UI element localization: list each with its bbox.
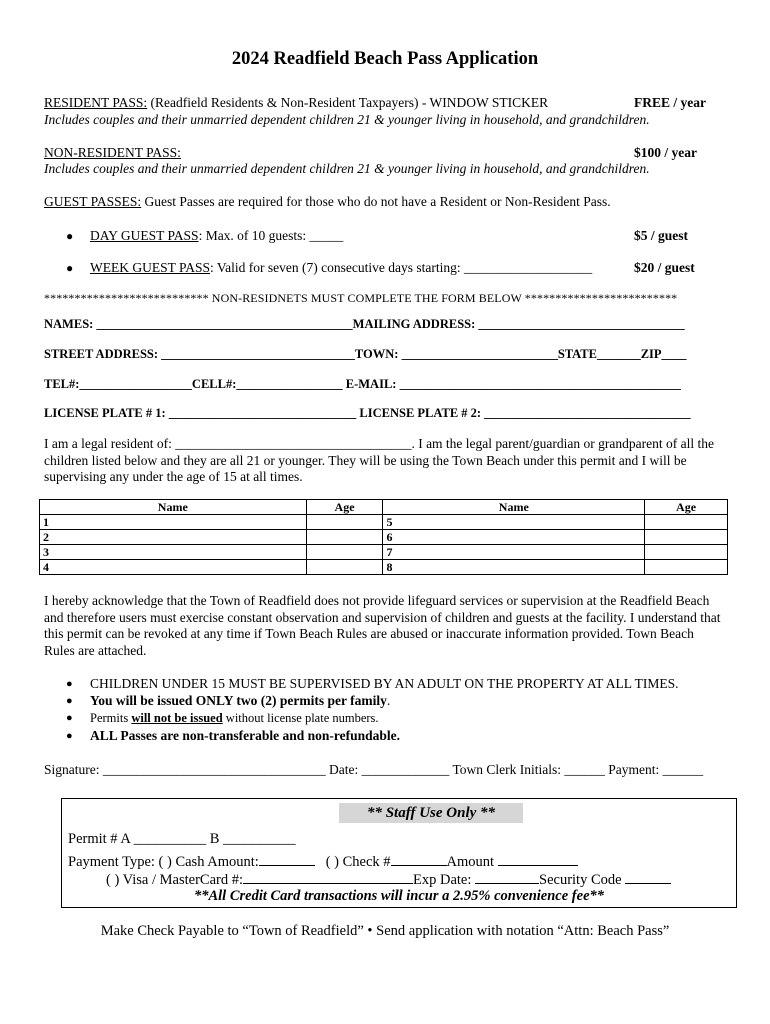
staff-use-box <box>61 798 737 908</box>
rule-license-plate-pre: Permits <box>90 711 132 725</box>
child-name-cell[interactable]: 5 <box>383 515 645 530</box>
day-guest-pass-label: DAY GUEST PASS <box>90 228 199 243</box>
bullet-icon: ● <box>66 678 73 690</box>
child-name-cell[interactable]: 2 <box>40 530 307 545</box>
child-age-cell[interactable] <box>645 530 728 545</box>
security-code-label: Security Code <box>539 872 622 888</box>
child-age-cell[interactable] <box>645 560 728 575</box>
exp-date-field[interactable] <box>475 871 539 884</box>
staff-use-heading: ** Staff Use Only ** <box>339 803 523 823</box>
child-age-cell[interactable] <box>645 545 728 560</box>
day-guest-pass-line <box>90 228 343 244</box>
children-table <box>39 499 728 575</box>
day-guest-pass-desc: : Max. of 10 guests: _____ <box>198 228 344 243</box>
rule-permit-limit-text: You will be issued ONLY two (2) permits per family <box>90 693 387 708</box>
nonresident-pass-note: Includes couples and their unmarried dependent children 21 & younger living in household, and grandchildren. <box>44 161 650 176</box>
column-header: Age <box>645 500 728 515</box>
guest-pass-desc: Guest Passes are required for those who do not have a Resident or Non-Resident Pass. <box>144 194 611 209</box>
permit-number-field[interactable]: Permit # A __________ B __________ <box>68 831 296 847</box>
cash-amount-label[interactable]: Payment Type: ( ) Cash Amount: <box>68 854 259 870</box>
table-header-row <box>40 500 728 515</box>
column-header: Name <box>40 500 307 515</box>
rule-license-plate-emphasis: will not be issued <box>131 711 223 725</box>
card-payment-line <box>106 871 671 889</box>
rule-supervision: CHILDREN UNDER 15 MUST BE SUPERVISED BY AN ADULT ON THE PROPERTY AT ALL TIMES. <box>90 676 679 691</box>
bullet-icon: ● <box>66 695 73 707</box>
rule-permit-limit <box>90 693 390 709</box>
child-name-cell[interactable]: 4 <box>40 560 307 575</box>
check-label[interactable]: ( ) Check # <box>325 854 391 870</box>
nonresident-pass-price: $100 / year <box>634 145 697 160</box>
child-age-cell[interactable] <box>645 515 728 530</box>
week-guest-pass-price: $20 / guest <box>634 260 695 275</box>
child-age-cell[interactable] <box>306 515 383 530</box>
resident-pass-label: RESIDENT PASS: <box>44 95 148 110</box>
license-plate-field[interactable]: LICENSE PLATE # 1: ______________________________ LICENSE PLATE # 2: _________________________________ <box>44 406 691 420</box>
exp-date-label: Exp Date: <box>413 872 472 888</box>
resident-pass-desc: (Readfield Residents & Non-Resident Taxpayers) - WINDOW STICKER <box>150 95 549 110</box>
day-guest-pass-price: $5 / guest <box>634 228 688 243</box>
card-number-label[interactable]: ( ) Visa / MasterCard #: <box>106 872 243 888</box>
names-mailing-field[interactable]: NAMES: _________________________________________MAILING ADDRESS: _________________________________ <box>44 317 685 331</box>
child-age-cell[interactable] <box>306 560 383 575</box>
rule-non-transferable: ALL Passes are non-transferable and non-refundable. <box>90 728 401 743</box>
resident-pass-note: Includes couples and their unmarried dependent children 21 & younger living in household, and grandchildren. <box>44 112 650 127</box>
table-row <box>40 515 728 530</box>
resident-pass-price: FREE / year <box>634 95 706 110</box>
table-row <box>40 530 728 545</box>
child-age-cell[interactable] <box>306 545 383 560</box>
resident-pass-line <box>44 95 548 111</box>
rule-permit-limit-end: . <box>386 693 391 708</box>
page-title: 2024 Readfield Beach Pass Application <box>231 49 539 69</box>
child-name-cell[interactable]: 8 <box>383 560 645 575</box>
payment-type-line <box>68 853 578 871</box>
week-guest-pass-desc: : Valid for seven (7) consecutive days starting: ___________________ <box>210 260 593 275</box>
footer-instructions: Make Check Payable to “Town of Readfield” • Send application with notation “Attn: Beach Pass” <box>100 923 670 939</box>
child-name-cell[interactable]: 3 <box>40 545 307 560</box>
child-age-cell[interactable] <box>306 530 383 545</box>
week-guest-pass-line <box>90 260 592 276</box>
bullet-icon: ● <box>66 261 74 275</box>
bullet-icon: ● <box>66 712 73 724</box>
amount-label: Amount <box>446 854 495 870</box>
bullet-icon: ● <box>66 229 74 243</box>
child-name-cell[interactable]: 6 <box>383 530 645 545</box>
cash-amount-field[interactable] <box>259 853 315 866</box>
convenience-fee-note: **All Credit Card transactions will incur a 2.95% convenience fee** <box>193 888 605 904</box>
child-name-cell[interactable]: 7 <box>383 545 645 560</box>
form-separator: *************************** NON-RESIDNETS MUST COMPLETE THE FORM BELOW ************************* <box>44 291 678 305</box>
guest-pass-label: GUEST PASSES: <box>44 194 142 209</box>
week-guest-pass-label: WEEK GUEST PASS <box>90 260 211 275</box>
check-amount-field[interactable] <box>498 853 578 866</box>
column-header: Age <box>306 500 383 515</box>
bullet-icon: ● <box>66 730 73 742</box>
tel-cell-email-field[interactable]: TEL#:__________________CELL#:_________________ E-MAIL: _____________________________________________ <box>44 377 681 391</box>
security-code-field[interactable] <box>625 871 671 884</box>
rule-license-plate <box>90 711 379 726</box>
table-row <box>40 545 728 560</box>
acknowledgement: I hereby acknowledge that the Town of Readfield does not provide lifeguard services or supervision at the Readfield Beach and therefore users must exercise constant observation and supervision of children and guests at the facility. I understand that this permit can be revoked at any time if Town Beach Rules are abused or inaccurate information provided. Town Beach Rules are attached. <box>44 593 721 658</box>
signature-field[interactable]: Signature: _________________________________ Date: _____________ Town Clerk Initials: ______ Payment: ______ <box>44 762 704 777</box>
check-number-field[interactable] <box>391 853 447 866</box>
nonresident-pass-label: NON-RESIDENT PASS: <box>44 145 181 160</box>
guest-pass-line <box>44 194 611 210</box>
table-row <box>40 560 728 575</box>
child-name-cell[interactable]: 1 <box>40 515 307 530</box>
column-header: Name <box>383 500 645 515</box>
card-number-field[interactable] <box>243 871 413 884</box>
rule-license-plate-post: without license plate numbers. <box>222 711 379 725</box>
street-town-state-zip-field[interactable]: STREET ADDRESS: _______________________________TOWN: _________________________STATE_______ZIP____ <box>44 347 687 361</box>
resident-statement: I am a legal resident of: ___________________________________. I am the legal parent/guardian or grandparent of all the children listed below and they are all 21 or younger. They will be using the Town Beach under this permit and I will be supervising any under the age of 15 at all times. <box>44 436 714 484</box>
